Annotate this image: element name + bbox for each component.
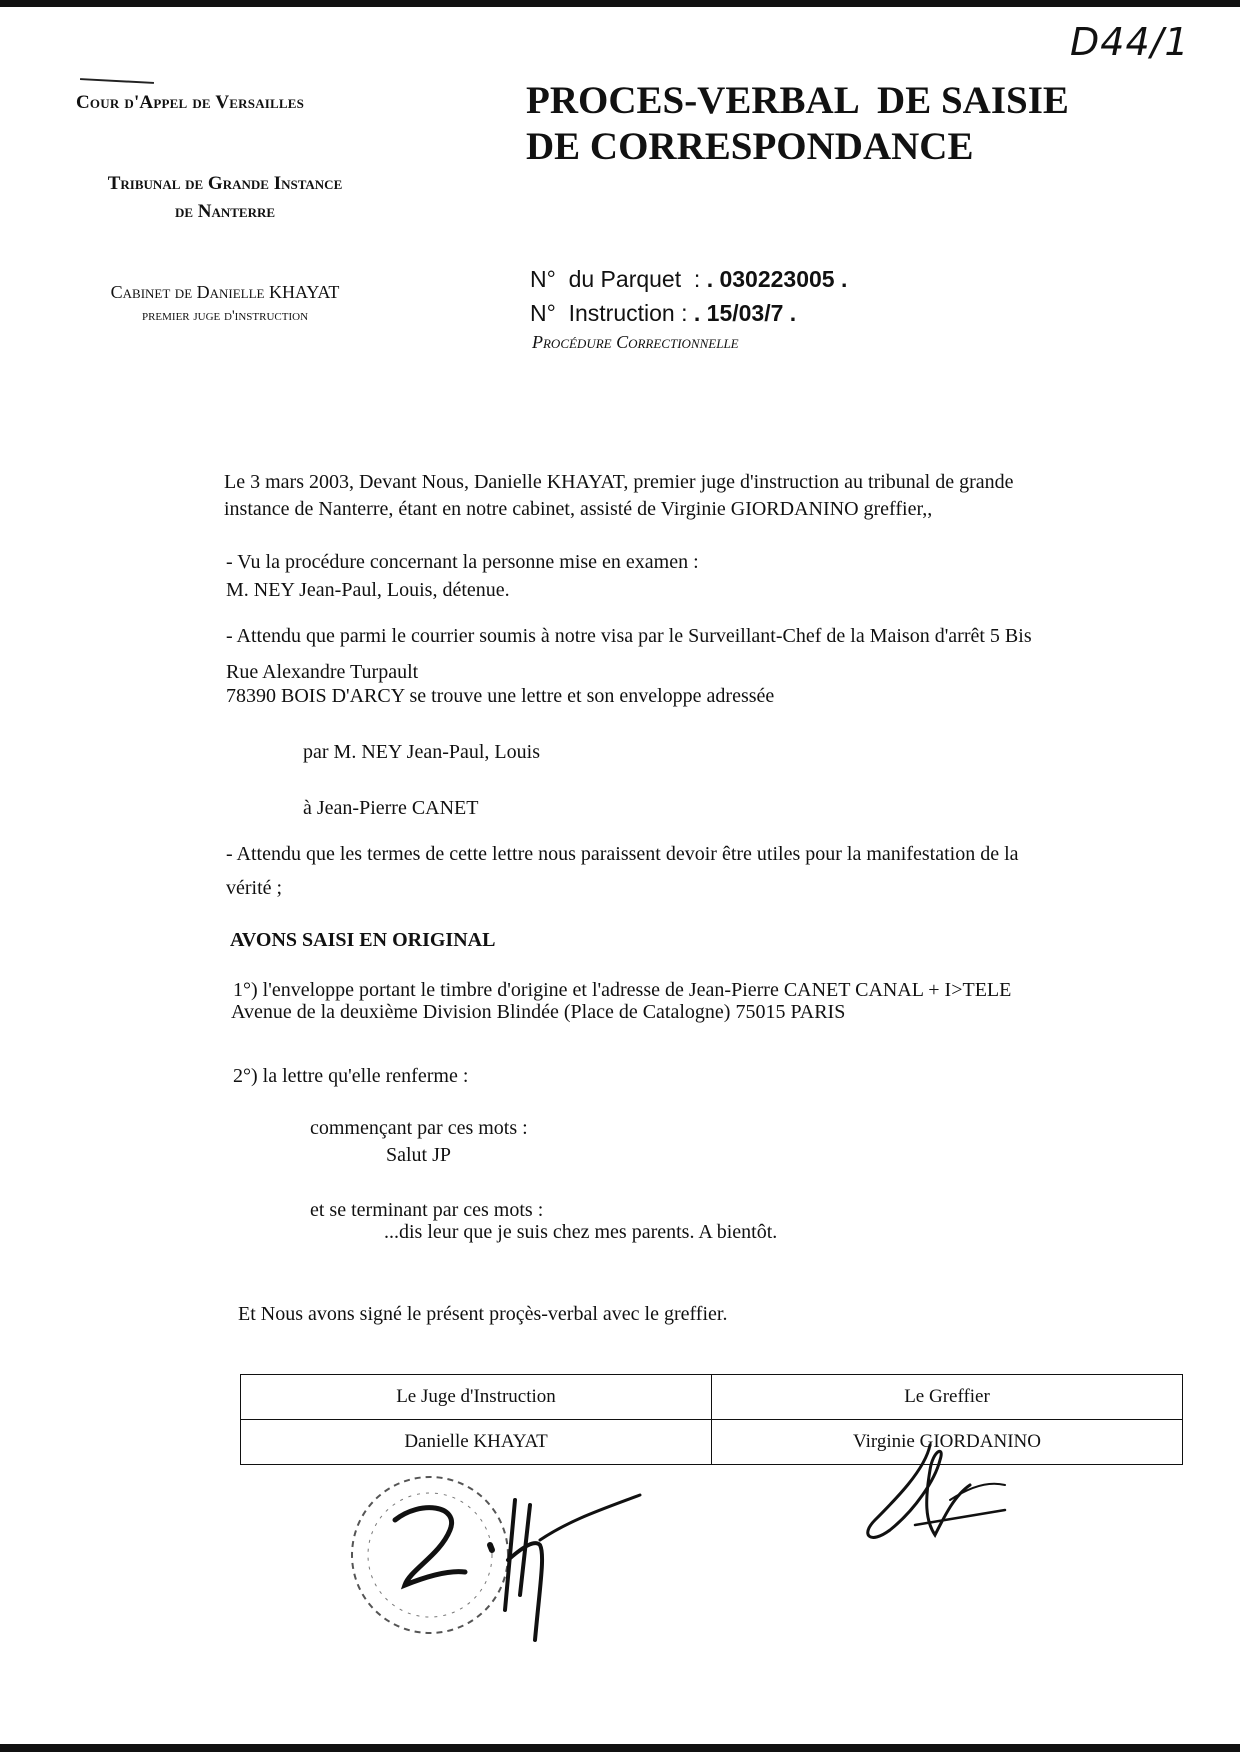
attendu2-line-1: - Attendu que les termes de cette lettre nous paraissent devoir être utiles pour la manifestation de la: [226, 843, 1019, 865]
parquet-label: N° du Parquet :: [530, 266, 701, 292]
cabinet-block: [60, 280, 390, 328]
item1-line-2: Avenue de la deuxième Division Blindée (Place de Catalogne) 75015 PARIS: [231, 1001, 846, 1023]
attendu1-line-2: Rue Alexandre Turpault: [226, 661, 419, 683]
greffier-name-cell: Virginie GIORDANINO: [712, 1420, 1183, 1465]
terminant-label: et se terminant par ces mots :: [310, 1199, 544, 1221]
parquet-value: . 030223005 .: [706, 266, 848, 292]
procedure-type: Procédure Correctionnelle: [532, 332, 739, 352]
signature-title-row: [241, 1375, 1183, 1420]
judge-name-cell: Danielle KHAYAT: [241, 1420, 712, 1465]
cabinet-line-1: Cabinet de Danielle KHAYAT: [110, 282, 340, 302]
commencant-value: Salut JP: [386, 1144, 452, 1166]
tribunal-name: [50, 170, 400, 226]
intro-line-2: instance de Nanterre, étant en notre cabinet, assisté de Virginie GIORDANINO greffier,,: [224, 498, 933, 520]
parquet-reference: [530, 266, 847, 293]
sender-line: par M. NEY Jean-Paul, Louis: [303, 741, 540, 763]
item2-line: 2°) la lettre qu'elle renferme :: [233, 1065, 469, 1087]
judge-title-cell: Le Juge d'Instruction: [241, 1375, 712, 1420]
judge-signature-dot: [490, 1545, 492, 1550]
tribunal-line-1: Tribunal de Grande Instance: [107, 173, 343, 194]
title-line-1: PROCES-VERBAL DE SAISIE: [526, 79, 1069, 122]
signature-name-row: [241, 1420, 1183, 1465]
attendu1-line-1: - Attendu que parmi le courrier soumis à notre visa par le Surveillant-Chef de la Maison d'arrêt 5 Bis: [226, 625, 1032, 647]
handwritten-reference-mark: D44/1: [1070, 20, 1190, 64]
terminant-value: ...dis leur que je suis chez mes parents. A bientôt.: [384, 1221, 778, 1243]
tribunal-line-2: de Nanterre: [174, 201, 276, 222]
attendu2-line-2: vérité ;: [226, 877, 283, 899]
avons-saisi-heading: AVONS SAISI EN ORIGINAL: [230, 929, 496, 951]
greffier-signature: [855, 1440, 1015, 1550]
closing-line: Et Nous avons signé le présent proçès-verbal avec le greffier.: [238, 1303, 728, 1325]
attendu1-line-3: 78390 BOIS D'ARCY se trouve une lettre et son enveloppe adressée: [226, 685, 775, 707]
document-title: [526, 78, 1166, 170]
scan-bottom-border: [0, 1744, 1240, 1752]
intro-line-1: Le 3 mars 2003, Devant Nous, Danielle KHAYAT, premier juge d'instruction au tribunal de grande: [224, 471, 1014, 493]
instruction-value: . 15/03/7 .: [693, 300, 797, 326]
handwritten-dash: [80, 78, 154, 84]
scan-top-border: [0, 0, 1240, 7]
instruction-label: N° Instruction :: [530, 300, 688, 326]
cabinet-line-2: premier juge d'instruction: [141, 308, 309, 324]
greffier-title-cell: Le Greffier: [712, 1375, 1183, 1420]
item1-line-1: 1°) l'enveloppe portant le timbre d'origine et l'adresse de Jean-Pierre CANET CANAL + I>TELE: [233, 979, 1012, 1001]
signature-table: [240, 1374, 1183, 1465]
recipient-line: à Jean-Pierre CANET: [303, 797, 479, 819]
judge-signature-stroke-1: [395, 1508, 465, 1585]
court-name: Cour d'Appel de Versailles: [76, 92, 305, 113]
judge-stamp-and-signature: [340, 1460, 660, 1660]
vu-line-1: - Vu la procédure concernant la personne mise en examen :: [226, 551, 699, 573]
commencant-label: commençant par ces mots :: [310, 1117, 528, 1139]
vu-line-2: M. NEY Jean-Paul, Louis, détenue.: [226, 579, 510, 601]
instruction-reference: [530, 300, 796, 327]
judge-signature-stroke-5: [540, 1495, 640, 1540]
title-line-2: DE CORRESPONDANCE: [526, 125, 974, 168]
